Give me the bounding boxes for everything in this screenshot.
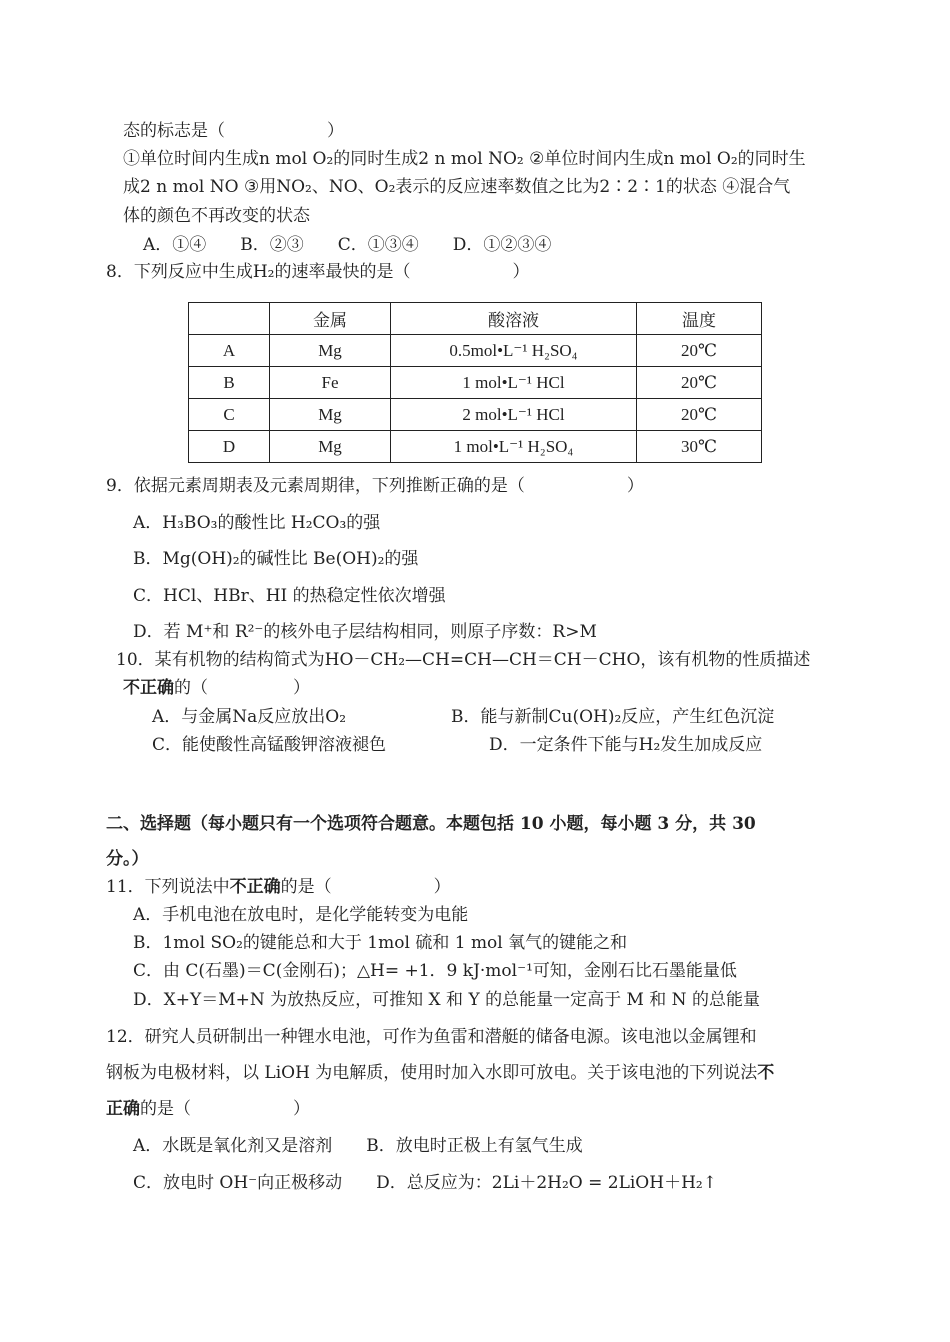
emphasis-text: 正确	[106, 1099, 140, 1119]
q10-stem: 10．某有机物的结构简式为HO－CH₂—CH=CH—CH＝CH－CHO，该有机物的性质描述	[116, 650, 811, 670]
q12-options-cd: C．放电时 OH⁻向正极移动 D．总反应为：2Li＋2H₂O = 2LiOH＋H₂↑	[133, 1173, 717, 1193]
q10-stem-line-2	[123, 677, 310, 699]
emphasis-text: 不正确	[229, 877, 281, 897]
table-cell: B	[189, 367, 270, 399]
table-cell: D	[189, 431, 270, 463]
q7-statement-line-3: 体的颜色不再改变的状态	[123, 206, 310, 226]
q9-option-d: D．若 M⁺和 R²⁻的核外电子层结构相同，则原子序数：R>M	[133, 622, 597, 642]
table-cell: 20℃	[637, 367, 762, 399]
q8-table	[188, 302, 762, 463]
table-cell: C	[189, 399, 270, 431]
table-cell: 2 mol•L⁻¹ HCl	[391, 399, 637, 431]
q12-options-ab: A．水既是氧化剂又是溶剂 B．放电时正极上有氢气生成	[133, 1136, 583, 1156]
q9-option-c: C．HCl、HBr、HI 的热稳定性依次增强	[133, 586, 446, 606]
q12-stem-line-1: 12．研究人员研制出一种锂水电池，可作为鱼雷和潜艇的储备电源。该电池以金属锂和	[106, 1027, 757, 1047]
q7-options: A．①④ B．②③ C．①③④ D．①②③④	[143, 235, 552, 255]
table-cell: Fe	[270, 367, 391, 399]
table-cell: 0.5mol•L⁻¹ H₂SO₄	[391, 335, 637, 367]
q11-option-b: B．1mol SO₂的键能总和大于 1mol 硫和 1 mol 氧气的键能之和	[133, 933, 628, 953]
q11-stem	[106, 876, 451, 898]
q9-stem: 9．依据元素周期表及元素周期律，下列推断正确的是（ ）	[106, 476, 644, 496]
table-cell: 1 mol•L⁻¹ HCl	[391, 367, 637, 399]
q10-option-a: A．与金属Na反应放出O₂	[152, 707, 347, 727]
section-heading: 二、选择题（每小题只有一个选项符合题意。本题包括 10 小题，每小题 3 分，共 30	[106, 814, 756, 834]
q10-option-c: C．能使酸性高锰酸钾溶液褪色	[152, 735, 387, 755]
q11-option-d: D．X+Y＝M+N 为放热反应，可推知 X 和 Y 的总能量一定高于 M 和 N 的总能量	[133, 990, 760, 1010]
q7-stem-continuation: 态的标志是（ ）	[123, 121, 344, 141]
q11-option-c: C．由 C(石墨)＝C(金刚石)；△H= +1．9 kJ·mol⁻¹可知，金刚石比石墨能量低	[133, 961, 737, 981]
q11-stem-head: 11．下列说法中	[106, 877, 230, 897]
emphasis-text: 不	[757, 1063, 775, 1083]
q11-stem-tail: 的是（ ）	[280, 877, 451, 897]
table-cell: 20℃	[637, 399, 762, 431]
emphasis-text: 不正确	[123, 678, 174, 698]
q10-option-d: D．一定条件下能与H₂发生加成反应	[489, 735, 763, 755]
table-cell: 20℃	[637, 335, 762, 367]
q10-option-b: B．能与新制Cu(OH)₂反应，产生红色沉淀	[451, 707, 775, 727]
table-header-row	[189, 303, 762, 335]
q12-stem-tail: 的是（ ）	[140, 1099, 310, 1119]
table-header-cell: 酸溶液	[391, 303, 637, 335]
table-cell: A	[189, 335, 270, 367]
table-cell: Mg	[270, 431, 391, 463]
table-header-cell	[189, 303, 270, 335]
table-cell: Mg	[270, 335, 391, 367]
table-header-cell: 金属	[270, 303, 391, 335]
q12-stem-line-3	[106, 1098, 310, 1120]
table-row	[189, 367, 762, 399]
q8-stem: 8．下列反应中生成H₂的速率最快的是（ ）	[106, 262, 530, 282]
q7-statement-line-2: 成2 n mol NO ③用NO₂、NO、O₂表示的反应速率数值之比为2∶2∶1的状态 ④混合气	[123, 177, 791, 197]
table-row	[189, 431, 762, 463]
table-cell: 30℃	[637, 431, 762, 463]
q10-stem-tail: 的（ ）	[174, 678, 310, 698]
q9-option-a: A．H₃BO₃的酸性比 H₂CO₃的强	[133, 513, 381, 533]
q11-option-a: A．手机电池在放电时，是化学能转变为电能	[133, 905, 469, 925]
q12-stem-line-2	[106, 1062, 774, 1084]
q9-option-b: B．Mg(OH)₂的碱性比 Be(OH)₂的强	[133, 549, 419, 569]
table-row	[189, 335, 762, 367]
q12-stem-text: 钢板为电极材料，以 LiOH 为电解质，使用时加入水即可放电。关于该电池的下列说法	[106, 1063, 758, 1083]
section-heading-line-2: 分。）	[106, 849, 149, 869]
table-row	[189, 399, 762, 431]
q7-statement-line-1: ①单位时间内生成n mol O₂的同时生成2 n mol NO₂ ②单位时间内生成n mol O₂的同时生	[123, 149, 806, 169]
table-cell: 1 mol•L⁻¹ H₂SO₄	[391, 431, 637, 463]
table-header-cell: 温度	[637, 303, 762, 335]
table-cell: Mg	[270, 399, 391, 431]
